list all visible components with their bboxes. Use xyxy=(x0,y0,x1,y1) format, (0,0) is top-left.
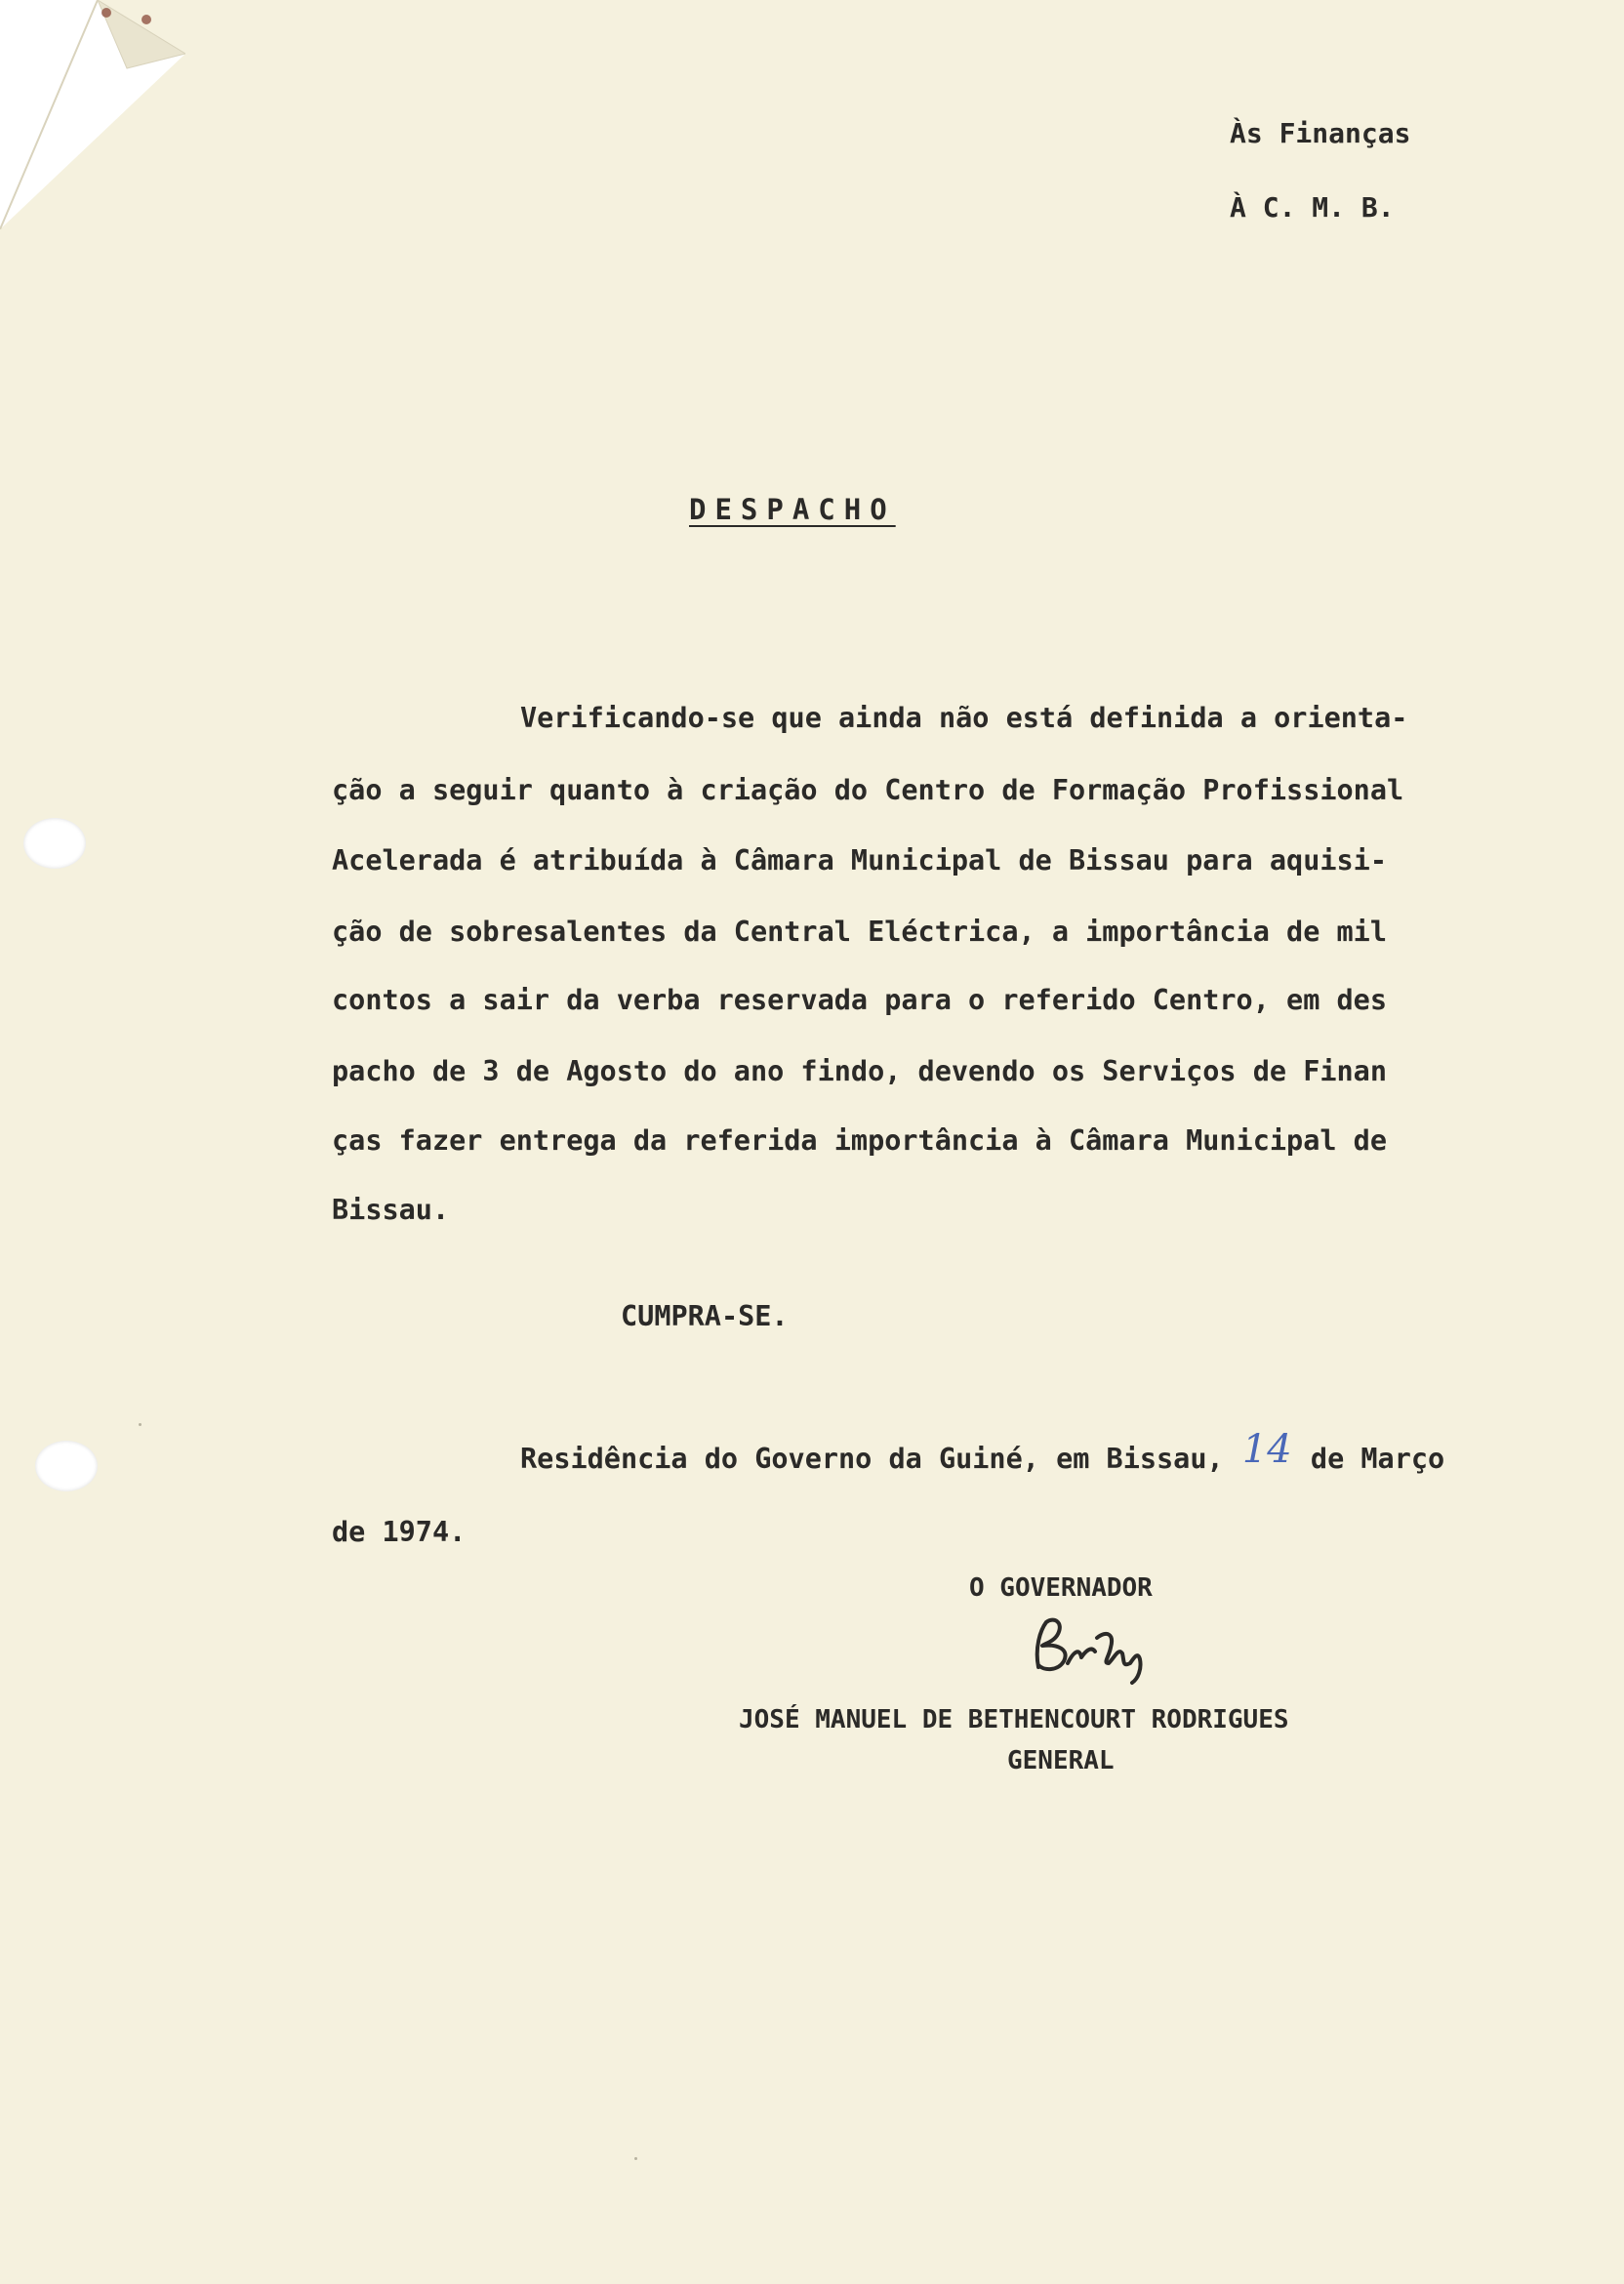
body-line: ção de sobresalentes da Central Eléctrica, a importância de mil xyxy=(332,916,1387,948)
folded-corner xyxy=(0,0,185,229)
place-date-month: de Março xyxy=(1310,1443,1445,1475)
document-title: DESPACHO xyxy=(689,493,896,526)
signatory-rank: GENERAL xyxy=(1007,1746,1115,1775)
handwritten-day: 14 xyxy=(1241,1427,1292,1472)
place-date-prefix: Residência do Governo da Guiné, em Bissau, xyxy=(520,1443,1224,1475)
signatory-role: O GOVERNADOR xyxy=(969,1573,1153,1603)
paper-speck xyxy=(634,2157,637,2160)
signatory-name: JOSÉ MANUEL DE BETHENCOURT RODRIGUES xyxy=(739,1705,1289,1734)
body-line: Verificando-se que ainda não está definida a orienta- xyxy=(520,702,1408,734)
paper-speck xyxy=(139,1423,142,1426)
handwritten-signature xyxy=(1025,1609,1171,1687)
closing-cumpra-se: CUMPRA-SE. xyxy=(621,1300,789,1332)
body-line: ças fazer entrega da referida importância à Câmara Municipal de xyxy=(332,1124,1387,1157)
staple-mark xyxy=(142,15,151,24)
punch-hole xyxy=(23,818,86,869)
body-line: contos a sair da verba reservada para o referido Centro, em des xyxy=(332,984,1387,1016)
body-line: ção a seguir quanto à criação do Centro de Formação Profissional xyxy=(332,774,1404,806)
place-date-line xyxy=(520,1427,1445,1475)
body-line: Bissau. xyxy=(332,1194,450,1226)
addressee-cmb: À C. M. B. xyxy=(1230,191,1395,224)
body-line: Acelerada é atribuída à Câmara Municipal de Bissau para aquisi- xyxy=(332,844,1387,877)
date-year-line: de 1974. xyxy=(332,1516,467,1548)
body-line: pacho de 3 de Agosto do ano findo, devendo os Serviços de Finan xyxy=(332,1055,1387,1087)
punch-hole xyxy=(35,1441,98,1491)
staple-mark xyxy=(102,8,111,18)
addressee-finance: Às Finanças xyxy=(1230,117,1411,149)
